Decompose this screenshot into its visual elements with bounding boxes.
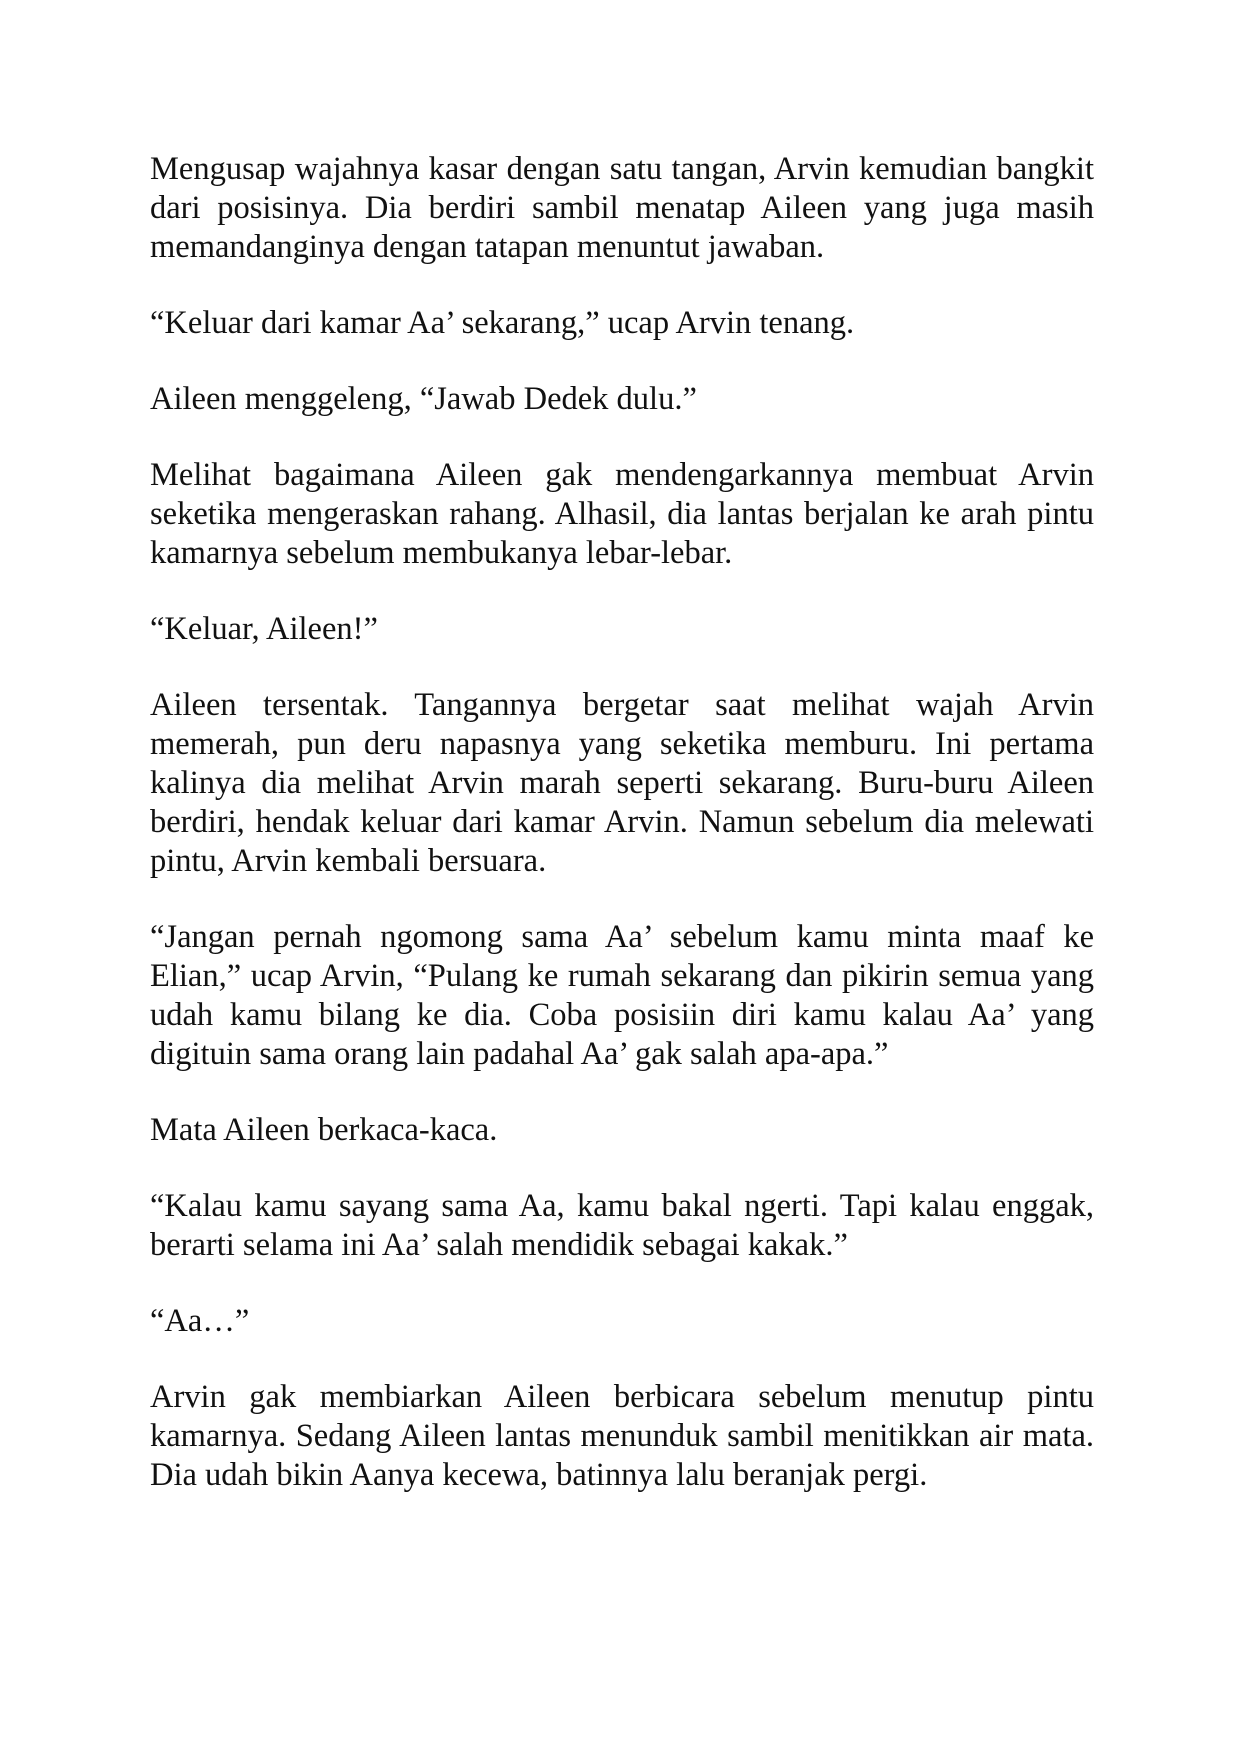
paragraph-6: Aileen tersentak. Tangannya bergetar saat melihat wajah Arvin memerah, pun deru napasnya yang seketika memburu. Ini pertama kalinya dia melihat Arvin marah seperti sekarang. Buru-buru Aileen berdiri, hendak keluar dari kamar Arvin. Namun sebelum dia melewati pintu, Arvin kembali bersuara. bbox=[150, 687, 1094, 879]
paragraph-2: “Keluar dari kamar Aa’ sekarang,” ucap Arvin tenang. bbox=[150, 305, 855, 341]
paragraph-5: “Keluar, Aileen!” bbox=[150, 611, 378, 647]
paragraph-3: Aileen menggeleng, “Jawab Dedek dulu.” bbox=[150, 381, 697, 417]
paragraph-8: Mata Aileen berkaca-kaca. bbox=[150, 1112, 498, 1148]
paragraph-4: Melihat bagaimana Aileen gak mendengarkannya membuat Arvin seketika mengeraskan rahang. Alhasil, dia lantas berjalan ke arah pintu kamarnya sebelum membukanya lebar-lebar. bbox=[150, 457, 1094, 571]
paragraph-7: “Jangan pernah ngomong sama Aa’ sebelum kamu minta maaf ke Elian,” ucap Arvin, “Pulang ke rumah sekarang dan pikirin semua yang udah kamu bilang ke dia. Coba posisiin diri kamu kalau Aa’ yang digituin sama orang lain padahal Aa’ gak salah apa-apa.” bbox=[150, 919, 1094, 1072]
paragraph-10: “Aa…” bbox=[150, 1303, 250, 1339]
paragraph-1: Mengusap wajahnya kasar dengan satu tangan, Arvin kemudian bangkit dari posisinya. Dia berdiri sambil menatap Aileen yang juga masih memandanginya dengan tatapan menuntut jawaban. bbox=[150, 151, 1094, 265]
document-page bbox=[150, 150, 1094, 1495]
paragraph-9: “Kalau kamu sayang sama Aa, kamu bakal ngerti. Tapi kalau enggak, berarti selama ini Aa’ salah mendidik sebagai kakak.” bbox=[150, 1188, 1094, 1263]
paragraph-11: Arvin gak membiarkan Aileen berbicara sebelum menutup pintu kamarnya. Sedang Aileen lantas menunduk sambil menitikkan air mata. Dia udah bikin Aanya kecewa, batinnya lalu beranjak pergi. bbox=[150, 1379, 1094, 1493]
